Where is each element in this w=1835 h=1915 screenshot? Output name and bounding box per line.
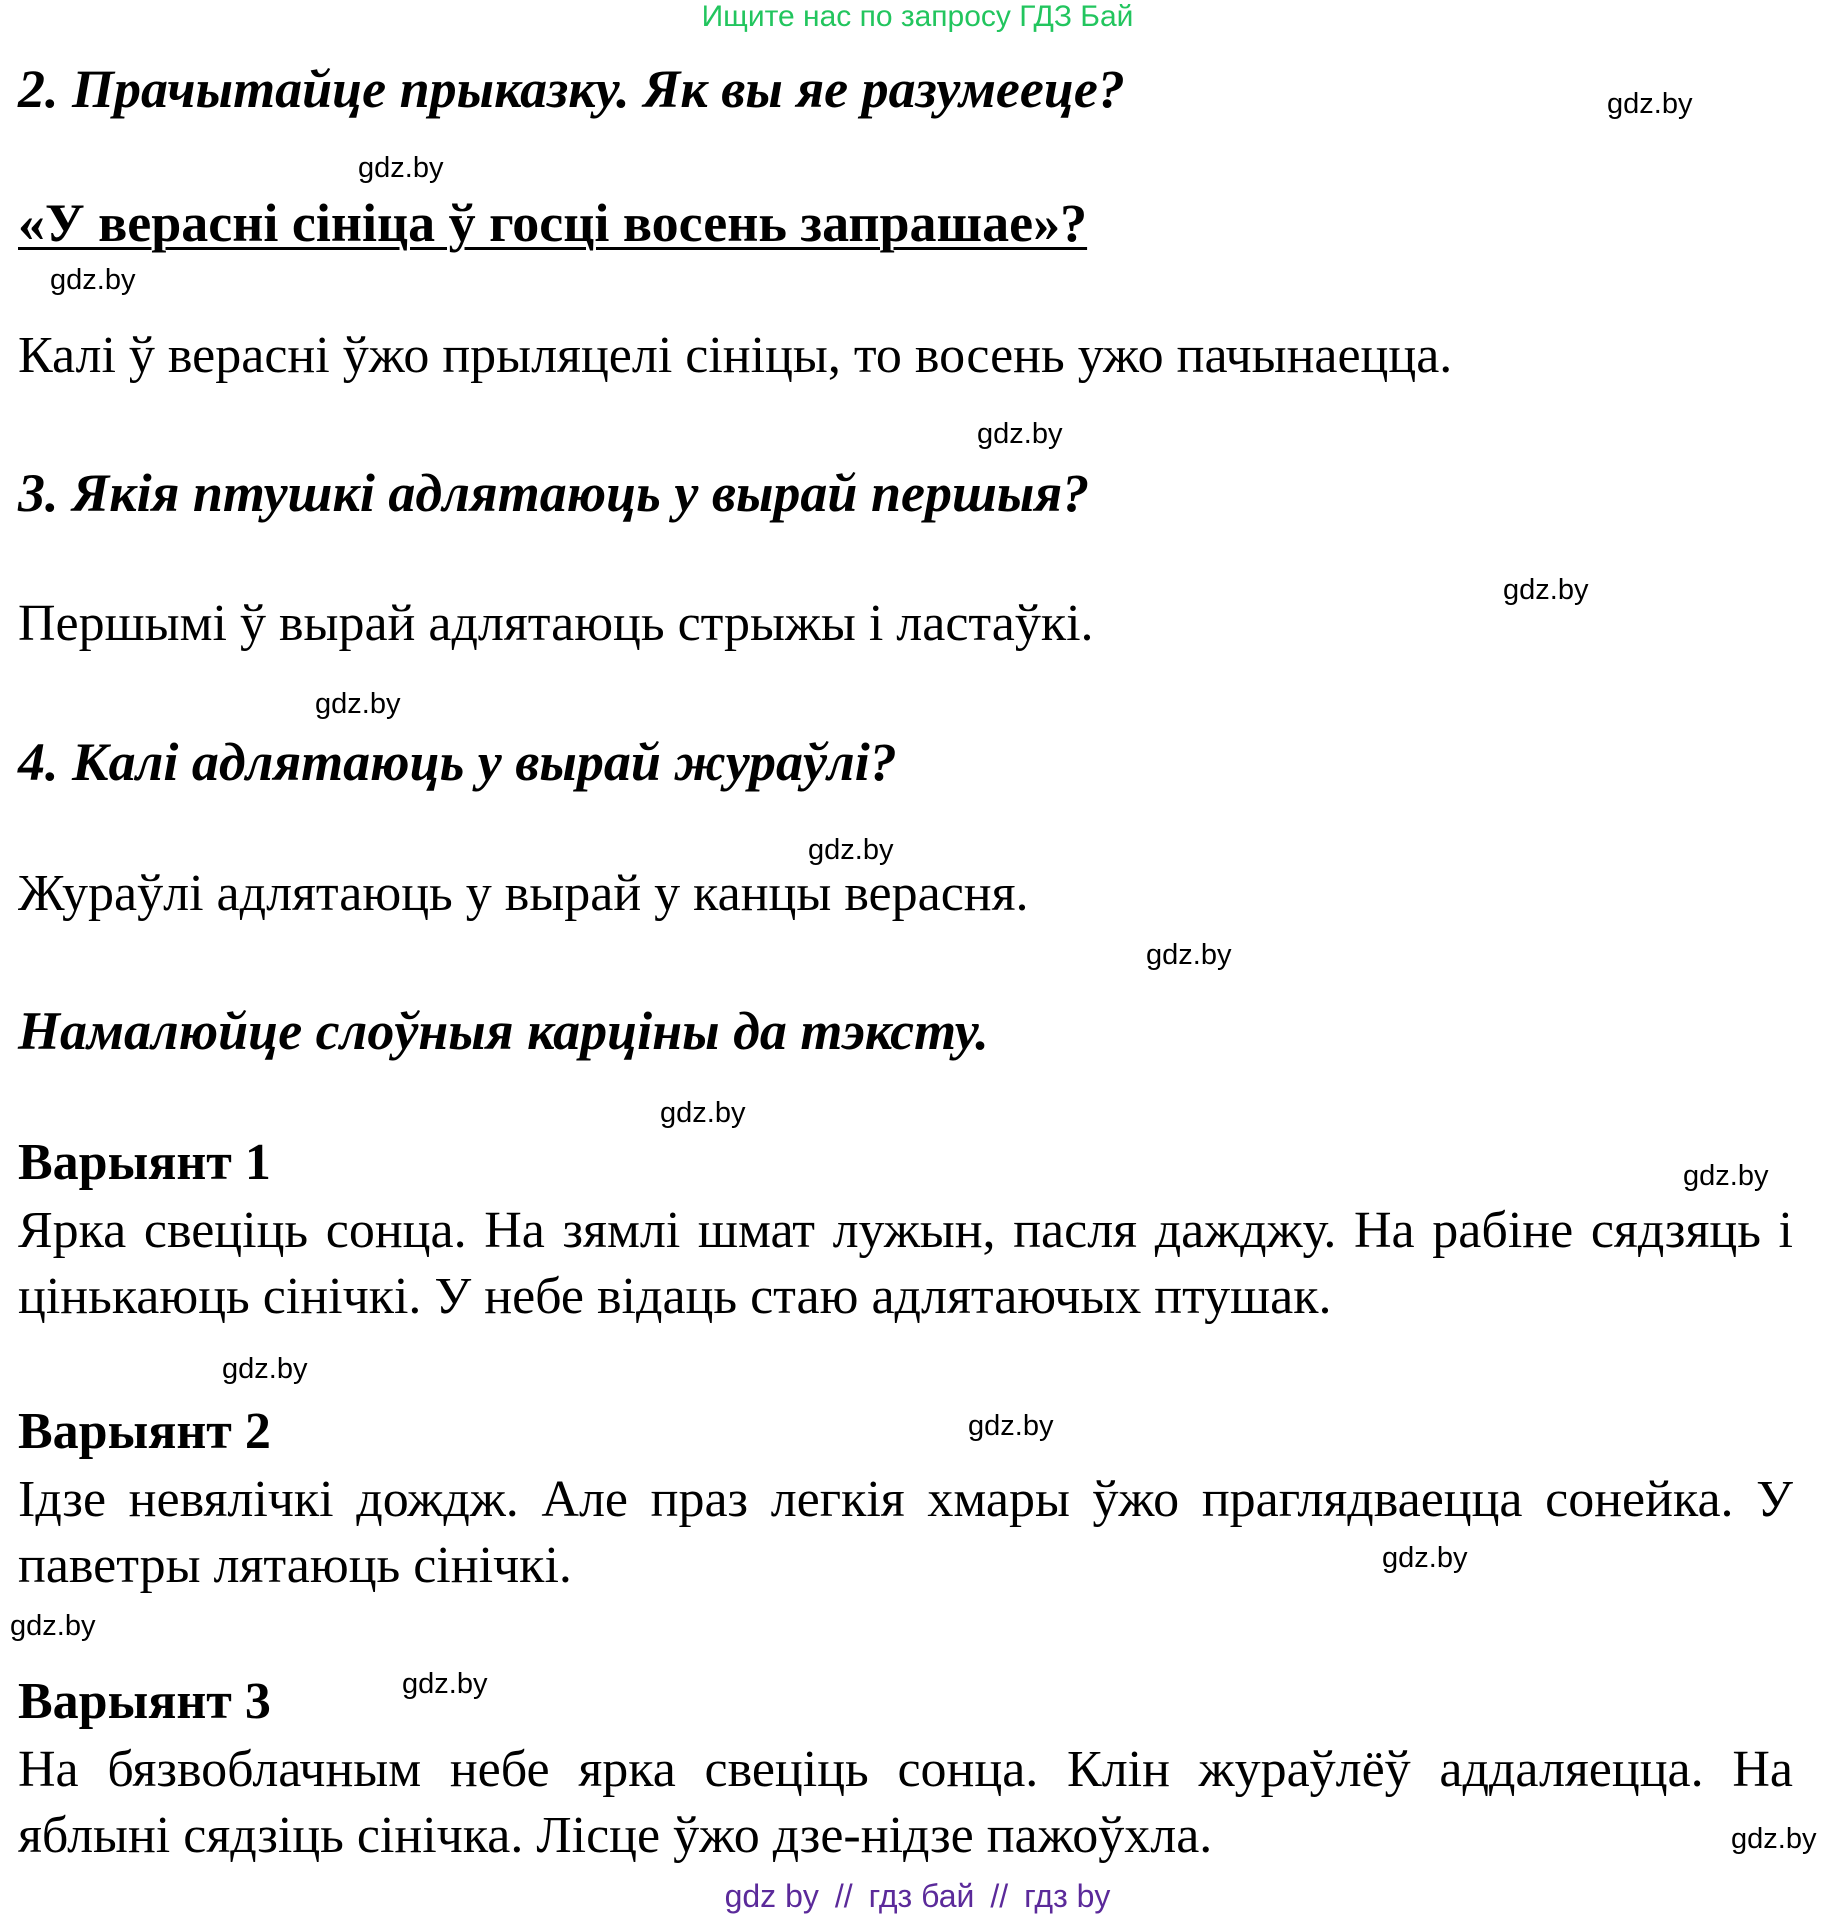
variant-3-heading: Варыянт 3: [18, 1673, 271, 1730]
footer-links: [0, 1878, 1835, 1915]
footer-link-gdz-by[interactable]: gdz by: [724, 1878, 819, 1914]
watermark: gdz.by: [1683, 1160, 1769, 1192]
footer-separator: //: [834, 1878, 853, 1914]
footer-link-gdz-bai[interactable]: гдз бай: [868, 1878, 975, 1914]
watermark: gdz.by: [808, 834, 894, 866]
footer-link-gdz-by-cyr[interactable]: гдз by: [1024, 1878, 1111, 1914]
watermark: gdz.by: [1607, 88, 1693, 120]
variant-1-text: Ярка свеціць сонца. На зямлі шмат лужын, пасля дажджу. На рабіне сядзяць і цінькаюць сінічкі. У небе відаць стаю адлятаючых птушак.: [18, 1202, 1793, 1325]
watermark: gdz.by: [1503, 574, 1589, 606]
footer-separator: //: [990, 1878, 1009, 1914]
watermark: gdz.by: [1731, 1823, 1817, 1855]
watermark: gdz.by: [1382, 1542, 1468, 1574]
search-banner[interactable]: Ищите нас по запросу ГДЗ Бай: [701, 0, 1134, 33]
question-4-title: 4. Калі адлятаюць у вырай жураўлі?: [18, 732, 897, 792]
watermark: gdz.by: [977, 418, 1063, 450]
proverb-text: «У верасні сініца ў госці восень запрашае»?: [18, 193, 1088, 253]
watermark: gdz.by: [402, 1668, 488, 1700]
answer-2: Калі ў верасні ўжо прыляцелі сініцы, то восень ужо пачынаецца.: [18, 327, 1453, 384]
watermark: gdz.by: [660, 1097, 746, 1129]
watermark: gdz.by: [315, 688, 401, 720]
variant-1-heading: Варыянт 1: [18, 1134, 271, 1191]
watermark: gdz.by: [10, 1610, 96, 1642]
variant-2-heading: Варыянт 2: [18, 1403, 271, 1460]
watermark: gdz.by: [1146, 939, 1232, 971]
answer-3: Першымі ў вырай адлятаюць стрыжы і ластаўкі.: [18, 595, 1094, 652]
variant-3-text: На бязвоблачным небе ярка свеціць сонца. Клін жураўлёў аддаляецца. На яблыні сядзіць сінічка. Лісце ўжо дзе-нідзе пажоўхла.: [18, 1741, 1793, 1864]
watermark: gdz.by: [222, 1353, 308, 1385]
question-2-title: 2. Прачытайце прыказку. Як вы яе разумееце?: [18, 59, 1125, 119]
watermark: gdz.by: [968, 1410, 1054, 1442]
task-title: Намалюйце слоўныя карціны да тэксту.: [18, 1001, 989, 1061]
watermark: gdz.by: [358, 152, 444, 184]
question-3-title: 3. Якія птушкі адлятаюць у вырай першыя?: [18, 463, 1090, 523]
variant-2-text: Ідзе невялічкі дождж. Але праз легкія хмары ўжо праглядваецца сонейка. У паветры лятаюць сінічкі.: [18, 1471, 1793, 1594]
answer-4: Жураўлі адлятаюць у вырай у канцы верасня.: [18, 865, 1029, 922]
watermark: gdz.by: [50, 264, 136, 296]
